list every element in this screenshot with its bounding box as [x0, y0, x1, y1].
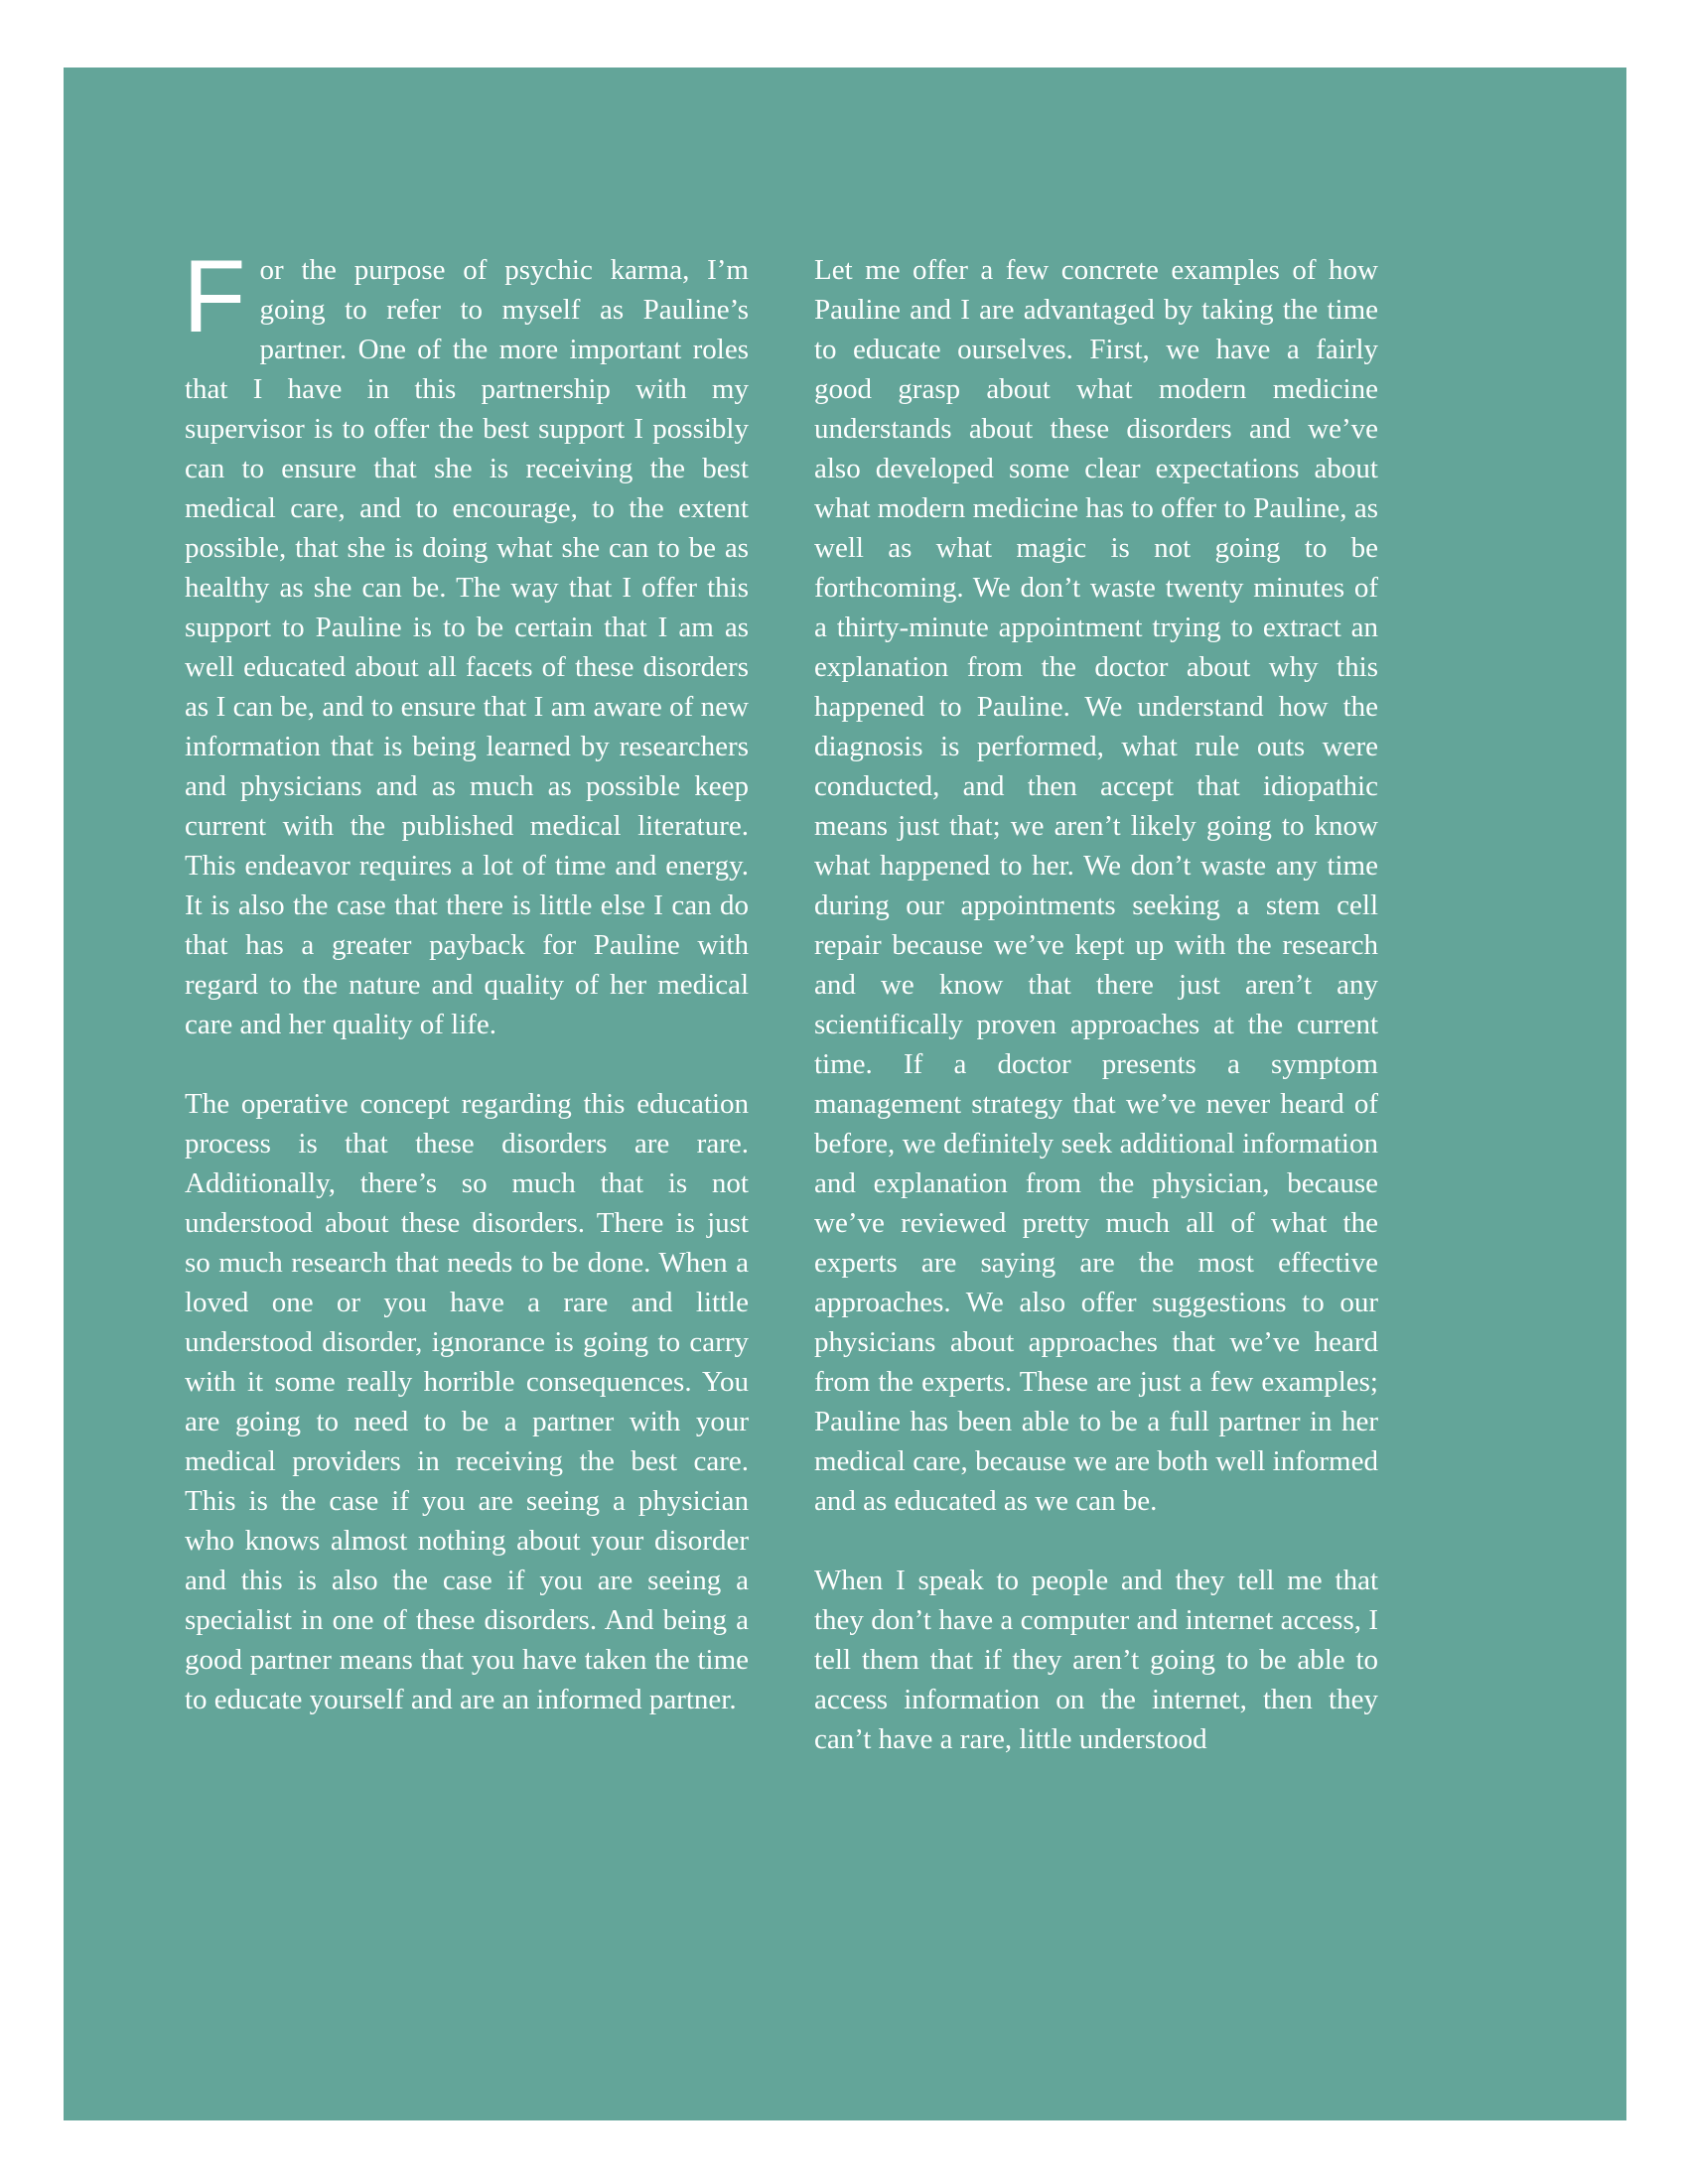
right-paragraph-2: When I speak to people and they tell me that they don’t have a computer and internet access, I tell them that if they aren’t going to be able to access information on the internet, then they can’t have a rare, little understood [814, 1565, 1378, 1755]
left-paragraph-1 [183, 239, 749, 1044]
right-paragraph-1: Let me offer a few concrete examples of how Pauline and I are advantaged by taking the time to educate ourselves. First, we have a fairly good grasp about what modern medicine understands about these disorders and we’ve also developed some clear expectations about what modern medicine has to offer to Pauline, as well as what magic is not going to be forthcoming. We don’t waste twenty minutes of a thirty-minute appointment trying to extract an explanation from the doctor about why this happened to Pauline. We understand how the diagnosis is performed, what rule outs were conducted, and then accept that idiopathic means just that; we aren’t likely going to know what happened to her. We don’t waste any time during our appointments seeking a stem cell repair because we’ve kept up with the research and we know that there just aren’t any scientifically proven approaches at the current time. If a doctor presents a symptom management strategy that we’ve never heard of before, we definitely seek additional information and explanation from the physician, because we’ve reviewed pretty much all of what the experts are saying are the most effective approaches. We also offer suggestions to our physicians about approaches that we’ve heard from the experts. These are just a few examples; Pauline has been able to be a full partner in her medical care, because we are both well informed and as educated as we can be. [814, 254, 1378, 1517]
right-column [814, 250, 1378, 1799]
drop-cap: F [183, 239, 246, 354]
left-column [183, 239, 749, 1759]
left-paragraph-1-text: or the purpose of psychic karma, I’m going to refer to myself as Pauline’s partner. One of the more important roles that I have in this partnership with my supervisor is to offer the best support I possibly can to ensure that she is receiving the best medical care, and to encourage, to the extent possible, that she is doing what she can to be as healthy as she can be. The way that I offer this support to Pauline is to be certain that I am as well educated about all facets of these disorders as I can be, and to ensure that I am aware of new information that is being learned by researchers and physicians and as much as possible keep current with the published medical literature. This endeavor requires a lot of time and energy. It is also the case that there is little else I can do that has a greater payback for Pauline with regard to the nature and quality of her medical care and her quality of life. [185, 254, 749, 1040]
left-paragraph-2: The operative concept regarding this education process is that these disorders are rare. Additionally, there’s so much that is not understood about these disorders. There is just so much research that needs to be done. When a loved one or you have a rare and little understood disorder, ignorance is going to carry with it some really horrible consequences. You are going to need to be a partner with your medical providers in receiving the best care. This is the case if you are seeing a physician who knows almost nothing about your disorder and this is also the case if you are seeing a specialist in one of these disorders. And being a good partner means that you have taken the time to educate yourself and are an informed partner. [185, 1088, 749, 1715]
